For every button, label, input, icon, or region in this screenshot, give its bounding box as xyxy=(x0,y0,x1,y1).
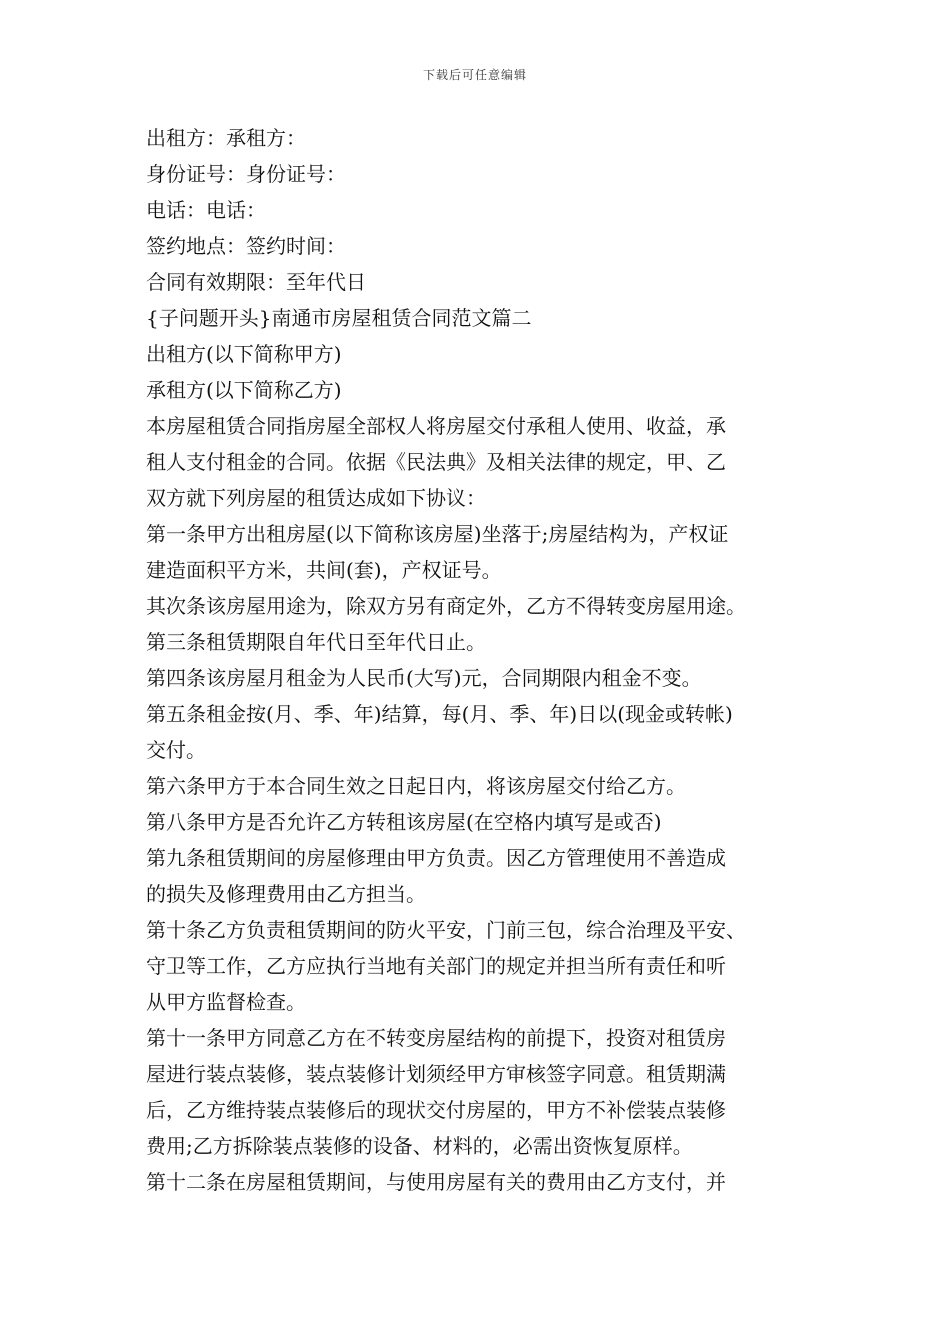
document-body xyxy=(146,120,816,1200)
paragraph-line: 第十一条甲方同意乙方在不转变房屋结构的前提下，投资对租赁房 xyxy=(146,1026,726,1050)
paragraph-line: 租人支付租金的合同。依据《民法典》及相关法律的规定，甲、乙 xyxy=(146,450,726,474)
paragraph-line: 第三条租赁期限自年代日至年代日止。 xyxy=(146,630,486,654)
section-heading: {子问题开头}南通市房屋租赁合同范文篇二 xyxy=(146,306,532,330)
paragraph-line: 后，乙方维持装点装修后的现状交付房屋的，甲方不补偿装点装修 xyxy=(146,1098,726,1122)
text-line-lessor: 出租方(以下简称甲方) xyxy=(146,342,342,366)
paragraph-article-3 xyxy=(146,624,816,660)
paragraph-line: 第一条甲方出租房屋(以下简称该房屋)坐落于;房屋结构为，产权证 xyxy=(146,522,729,546)
paragraph-line: 双方就下列房屋的租赁达成如下协议： xyxy=(146,486,486,510)
paragraph-article-2 xyxy=(146,588,816,624)
paragraph-article-8 xyxy=(146,804,816,840)
paragraph-article-4 xyxy=(146,660,816,696)
paragraph-article-11 xyxy=(146,1020,816,1164)
text-line-phones: 电话：电话： xyxy=(146,198,266,222)
paragraph-line: 屋进行装点装修，装点装修计划须经甲方审核签字同意。租赁期满 xyxy=(146,1062,726,1086)
paragraph-line: 的损失及修理费用由乙方担当。 xyxy=(146,882,426,906)
paragraph-intro xyxy=(146,408,816,516)
text-line-id-numbers: 身份证号：身份证号： xyxy=(146,162,346,186)
paragraph-line: 第十条乙方负责租赁期间的防火平安，门前三包，综合治理及平安、 xyxy=(146,918,746,942)
paragraph-line: 第九条租赁期间的房屋修理由甲方负责。因乙方管理使用不善造成 xyxy=(146,846,726,870)
paragraph-line: 第八条甲方是否允许乙方转租该房屋(在空格内填写是或否) xyxy=(146,810,662,834)
paragraph-line: 第四条该房屋月租金为人民币(大写)元，合同期限内租金不变。 xyxy=(146,666,702,690)
paragraph-article-10 xyxy=(146,912,816,1020)
text-line-lessee: 承租方(以下简称乙方) xyxy=(146,378,342,402)
paragraph-line: 其次条该房屋用途为，除双方另有商定外，乙方不得转变房屋用途。 xyxy=(146,594,746,618)
paragraph-line: 建造面积平方米，共间(套)，产权证号。 xyxy=(146,558,502,582)
header-note: 下载后可任意编辑 xyxy=(422,68,527,82)
text-line-signing: 签约地点：签约时间： xyxy=(146,234,346,258)
paragraph-line: 守卫等工作，乙方应执行当地有关部门的规定并担当所有责任和听 xyxy=(146,954,726,978)
paragraph-line: 第十二条在房屋租赁期间，与使用房屋有关的费用由乙方支付，并 xyxy=(146,1170,726,1194)
paragraph-line: 第五条租金按(月、季、年)结算，每(月、季、年)日以(现金或转帐) xyxy=(146,702,733,726)
paragraph-article-1 xyxy=(146,516,816,588)
paragraph-article-9 xyxy=(146,840,816,912)
paragraph-line: 费用;乙方拆除装点装修的设备、材料的，必需出资恢复原样。 xyxy=(146,1134,693,1158)
paragraph-article-12 xyxy=(146,1164,816,1200)
paragraph-line: 交付。 xyxy=(146,738,206,762)
paragraph-line: 本房屋租赁合同指房屋全部权人将房屋交付承租人使用、收益，承 xyxy=(146,414,726,438)
paragraph-article-5 xyxy=(146,696,816,768)
paragraph-line: 第六条甲方于本合同生效之日起日内，将该房屋交付给乙方。 xyxy=(146,774,686,798)
paragraph-article-6 xyxy=(146,768,816,804)
text-line-validity: 合同有效期限：至年代日 xyxy=(146,270,366,294)
text-line-parties: 出租方：承租方： xyxy=(146,126,306,150)
paragraph-line: 从甲方监督检查。 xyxy=(146,990,306,1014)
